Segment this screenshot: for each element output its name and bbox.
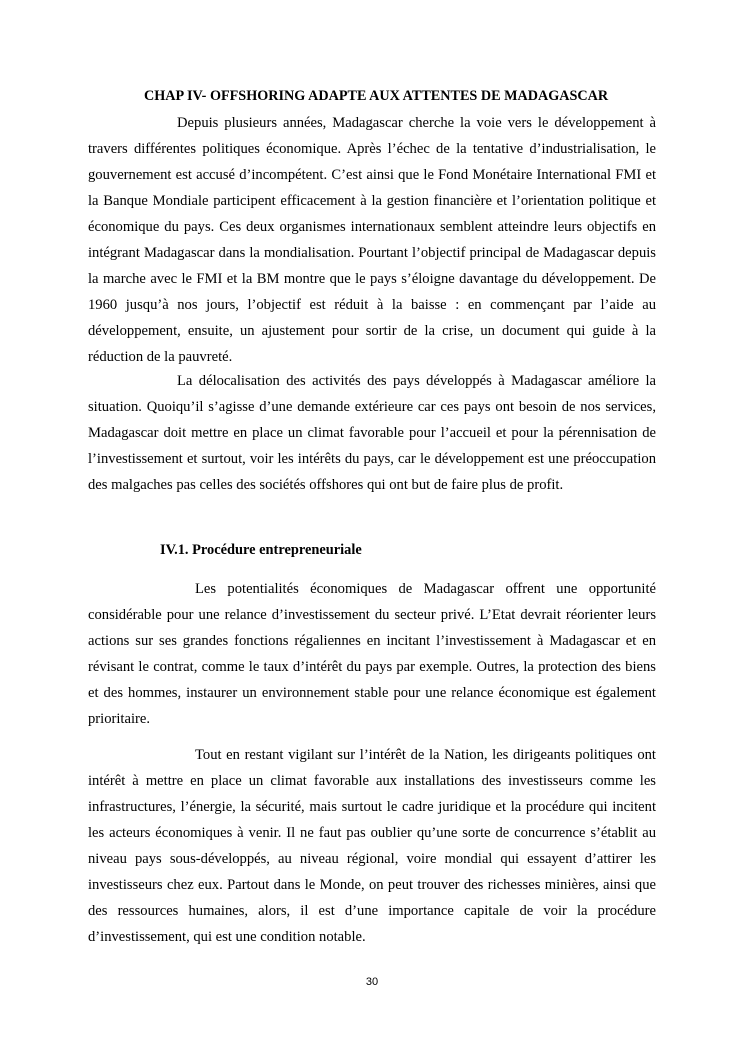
intro-paragraph-2: La délocalisation des activités des pays développés à Madagascar améliore la situation. Quoiqu’il s’agisse d’une demande extérieure car ces pays ont besoin de nos services, Madagascar doit mettre en place un climat favorable pour l’accueil et pour la pérennisation de l’investissement et surtout, voir les intérêts du pays, car le développement est une préoccupation des malgaches pas celles des sociétés offshores qui ont but de faire plus de profit. xyxy=(88,373,656,493)
intro-paragraph-1: Depuis plusieurs années, Madagascar cherche la voie vers le développement à travers différentes politiques économique. Après l’échec de la tentative d’industrialisation, le gouvernement est accusé d’incompétent. C’est ainsi que le Fond Monétaire International FMI et la Banque Mondiale participent efficacement à la gestion financière et l’orientation politique et économique du pays. Ces deux organismes internationaux semblent atteindre leurs objectifs en intégrant Madagascar dans la mondialisation. Pourtant l’objectif principal de Madagascar depuis la marche avec le FMI et la BM montre que le pays s’éloigne davantage du développement. De 1960 jusqu’à nos jours, l’objectif est réduit à la baisse : en commençant par l’aide au développement, ensuite, un ajustement pour sortir de la crise, un document qui guide à la réduction de la pauvreté. xyxy=(88,115,656,365)
section-title: IV.1. Procédure entrepreneuriale xyxy=(160,542,362,558)
section-paragraph-2: Tout en restant vigilant sur l’intérêt de la Nation, les dirigeants politiques ont intérêt à mettre en place un climat favorable aux installations des investisseurs comme les infrastructures, l’énergie, la sécurité, mais surtout le cadre juridique et la procédure qui incitent les acteurs économiques à venir. Il ne faut pas oublier qu’une sorte de concurrence s’établit au niveau pays sous-développés, au niveau régional, voire mondial qui essayent d’attirer les investisseurs chez eux. Partout dans le Monde, on peut trouver des richesses minières, ainsi que des ressources humaines, alors, il est d’une importance capitale de voir la procédure d’investissement, qui est une condition notable. xyxy=(88,747,656,945)
chapter-title: CHAP IV- OFFSHORING ADAPTE AUX ATTENTES DE MADAGASCAR xyxy=(144,88,609,104)
section-paragraph-1: Les potentialités économiques de Madagascar offrent une opportunité considérable pour une relance d’investissement du secteur privé. L’Etat devrait réorienter leurs actions sur ses grandes fonctions régaliennes en incitant l’investissement à Madagascar et en révisant le contrat, comme le taux d’intérêt du pays par exemple. Outres, la protection des biens et des hommes, instaurer un environnement stable pour une relance économique est également prioritaire. xyxy=(88,581,656,727)
page-number: 30 xyxy=(365,976,379,988)
